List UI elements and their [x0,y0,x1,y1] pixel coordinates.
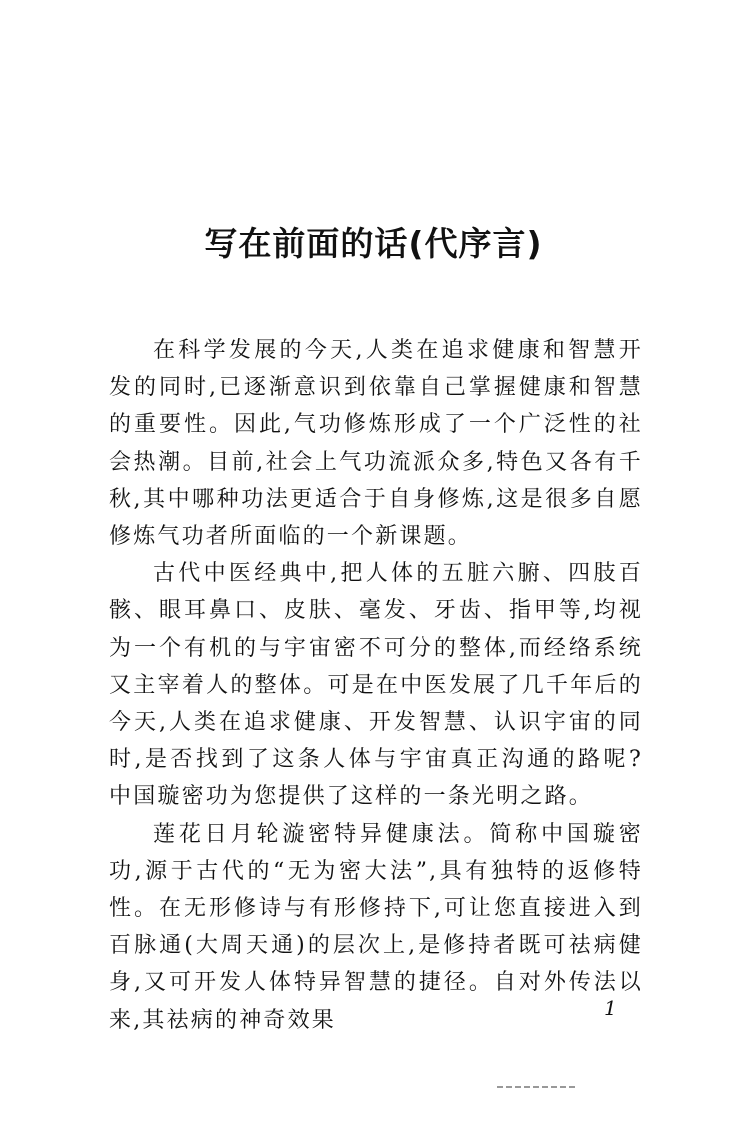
paragraph-3: 莲花日月轮漩密特异健康法。简称中国璇密功,源于古代的“无为密大法”,具有独特的返修特性。在无形修诗与有形修持下,可让您直接进入到百脉通(大周天通)的层次上,是修持者既可祛病健身,又可开发人体特异智慧的捷径。自对外传法以来,其祛病的神奇效果 [109,821,643,1033]
paragraph-2: 古代中医经典中,把人体的五脏六腑、四肢百骸、眼耳鼻口、皮肤、毫发、牙齿、指甲等,均视为一个有机的与宇宙密不可分的整体,而经络系统又主宰着人的整体。可是在中医发展了几千年后的今天,人类在追求健康、开发智慧、认识宇宙的同时,是否找到了这条人体与宇宙真正沟通的路呢? 中国璇密功为您提供了这样的一条光明之路。 [109,561,643,810]
page-number: 1 [604,996,617,1020]
scan-artifact-mark [497,1086,577,1088]
body-text [109,332,643,1039]
page-title: 写在前面的话(代序言) [204,224,543,263]
paragraph-1: 在科学发展的今天,人类在追求健康和智慧开发的同时,已逐渐意识到依靠自己掌握健康和智慧的重要性。因此,气功修炼形成了一个广泛性的社会热潮。目前,社会上气功流派众多,特色又各有千秋,其中哪种功法更适合于自身修炼,这是很多自愿修炼气功者所面临的一个新课题。 [109,338,643,550]
